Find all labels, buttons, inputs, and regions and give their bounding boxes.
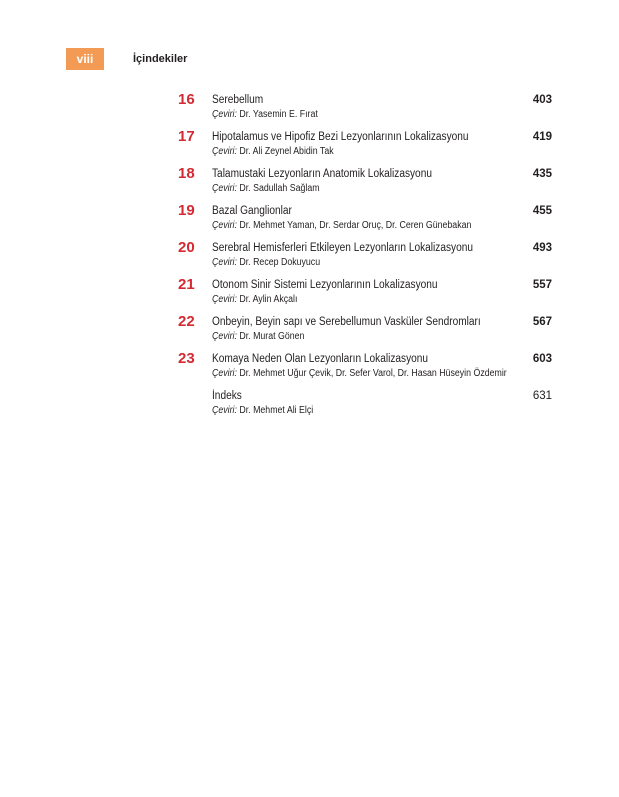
page-header — [66, 48, 187, 70]
page-number: 493 — [532, 242, 552, 254]
translator-label: Çeviri: — [212, 368, 237, 379]
translator-line — [212, 146, 334, 158]
translator-line — [212, 405, 313, 417]
chapter-number: 18 — [178, 165, 195, 182]
chapter-number: 19 — [178, 202, 195, 219]
translator-line — [212, 368, 507, 380]
translator-name: Dr. Yasemin E. Fırat — [236, 109, 318, 120]
page-number: 435 — [532, 168, 552, 180]
translator-line — [212, 294, 297, 306]
translator-name: Dr. Murat Gönen — [236, 331, 305, 342]
chapter-number: 21 — [178, 276, 195, 293]
chapter-number: 23 — [178, 350, 195, 367]
translator-label: Çeviri: — [212, 257, 237, 268]
chapter-title: Serebellum — [212, 94, 264, 106]
page-number: 403 — [532, 94, 552, 106]
translator-line — [212, 257, 320, 269]
toc-entry-17[interactable] — [178, 127, 552, 164]
translator-label: Çeviri: — [212, 183, 237, 194]
translator-label: Çeviri: — [212, 109, 237, 120]
translator-line — [212, 183, 320, 195]
page-number: 631 — [532, 390, 552, 402]
translator-name: Dr. Mehmet Uğur Çevik, Dr. Sefer Varol, Dr. Hasan Hüseyin Özdemir — [236, 368, 507, 379]
translator-line — [212, 331, 304, 343]
page-number: 557 — [532, 279, 552, 291]
page-number: 603 — [532, 353, 552, 365]
toc-entry-19[interactable] — [178, 201, 552, 238]
translator-name: Dr. Sadullah Sağlam — [236, 183, 320, 194]
translator-label: Çeviri: — [212, 220, 237, 231]
page-number: 567 — [532, 316, 552, 328]
chapter-number: 22 — [178, 313, 195, 330]
translator-label: Çeviri: — [212, 331, 237, 342]
translator-name: Dr. Mehmet Ali Elçi — [236, 405, 314, 416]
translator-name: Dr. Mehmet Yaman, Dr. Serdar Oruç, Dr. Ceren Günebakan — [236, 220, 472, 231]
chapter-title: Bazal Ganglionlar — [212, 205, 292, 217]
toc-entry-index[interactable] — [178, 386, 552, 423]
translator-line — [212, 109, 318, 121]
chapter-title: Talamustaki Lezyonların Anatomik Lokalizasyonu — [212, 168, 432, 180]
section-title: İçindekiler — [133, 53, 188, 65]
chapter-number: 17 — [178, 128, 195, 145]
chapter-title: Serebral Hemisferleri Etkileyen Lezyonların Lokalizasyonu — [212, 242, 474, 254]
toc-entry-22[interactable] — [178, 312, 552, 349]
translator-label: Çeviri: — [212, 146, 237, 157]
chapter-title: Önbeyin, Beyin sapı ve Serebellumun Vasküler Sendromları — [212, 316, 481, 328]
translator-label: Çeviri: — [212, 294, 237, 305]
toc-entry-18[interactable] — [178, 164, 552, 201]
table-of-contents — [178, 90, 552, 423]
toc-entry-16[interactable] — [178, 90, 552, 127]
translator-line — [212, 220, 471, 232]
toc-entry-21[interactable] — [178, 275, 552, 312]
chapter-title: Otonom Sinir Sistemi Lezyonlarının Lokalizasyonu — [212, 279, 438, 291]
chapter-title: İndeks — [212, 390, 242, 402]
chapter-title: Hipotalamus ve Hipofiz Bezi Lezyonlarının Lokalizasyonu — [212, 131, 469, 143]
page-number: 419 — [532, 131, 552, 143]
toc-entry-20[interactable] — [178, 238, 552, 275]
translator-name: Dr. Recep Dokuyucu — [236, 257, 321, 268]
translator-name: Dr. Ali Zeynel Abidin Tak — [236, 146, 334, 157]
chapter-number: 20 — [178, 239, 195, 256]
translator-label: Çeviri: — [212, 405, 237, 416]
page-number-badge: viii — [66, 48, 104, 70]
chapter-title: Komaya Neden Olan Lezyonların Lokalizasyonu — [212, 353, 429, 365]
translator-name: Dr. Aylin Akçalı — [236, 294, 298, 305]
page-number: 455 — [532, 205, 552, 217]
toc-entry-23[interactable] — [178, 349, 552, 386]
chapter-number: 16 — [178, 91, 195, 108]
